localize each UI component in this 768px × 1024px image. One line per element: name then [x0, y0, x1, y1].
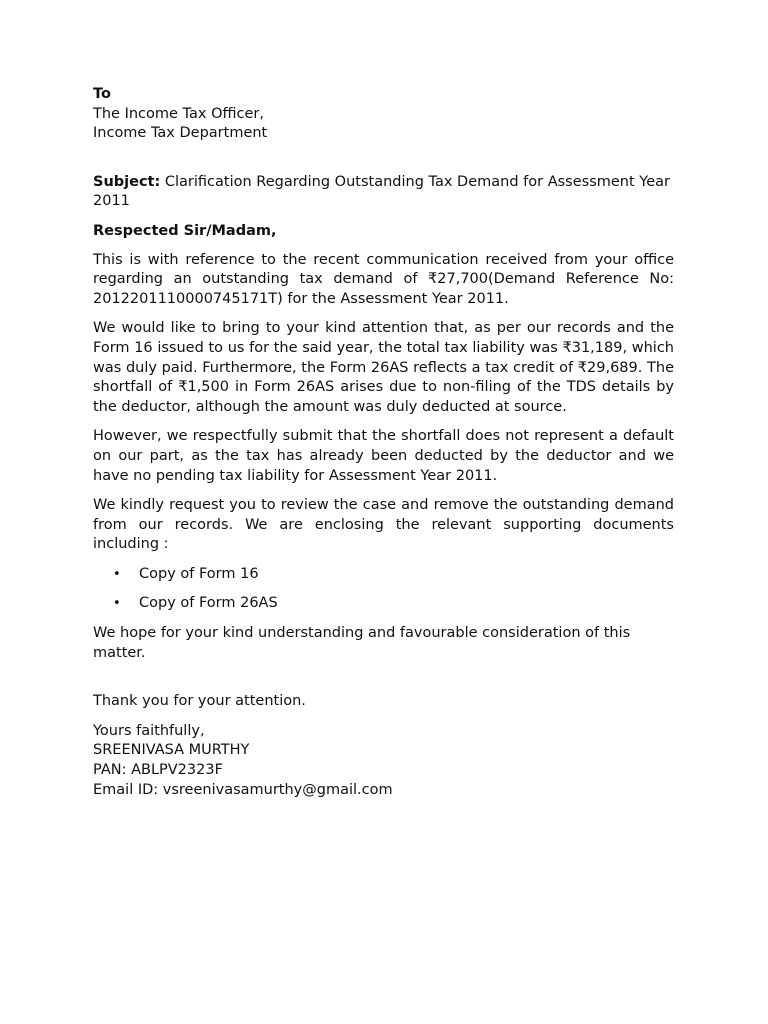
enclosure-label: Copy of Form 16: [139, 565, 259, 582]
signer-pan: PAN: ABLPV2323F: [93, 762, 223, 779]
signer-name: SREENIVASA MURTHY: [93, 742, 250, 759]
subject-text: Clarification Regarding Outstanding Tax Demand for Assessment Year 2011: [93, 173, 670, 210]
recipient-block: [93, 85, 674, 144]
thanks-line: Thank you for your attention.: [93, 693, 306, 710]
recipient-line-2: Income Tax Department: [93, 125, 268, 142]
signature-block: [93, 722, 674, 800]
letter: [93, 85, 674, 800]
to-label: To: [93, 86, 111, 102]
enclosure-label: Copy of Form 26AS: [139, 595, 278, 612]
enclosure-list: [93, 565, 674, 614]
paragraph-request: We kindly request you to review the case and remove the outstanding demand from our records. We are enclosing the relevant supporting documents including :: [93, 497, 674, 553]
paragraph-submission: However, we respectfully submit that the shortfall does not represent a default on our part, as the tax has already been deducted by the deductor and we have no pending tax liability for Assessment Year 2011.: [93, 428, 674, 484]
valediction: Yours faithfully,: [93, 722, 205, 739]
signer-email: Email ID: vsreenivasamurthy@gmail.com: [93, 781, 393, 798]
recipient-line-1: The Income Tax Officer,: [93, 105, 264, 122]
paragraph-tax-details: We would like to bring to your kind attention that, as per our records and the Form 16 issued to us for the said year, the total tax liability was ₹31,189, which was duly paid. Furthermore, the Form 26AS reflects a tax credit of ₹29,689. The shortfall of ₹1,500 in Form 26AS arises due to non-filing of the TDS details by the deductor, although the amount was duly deducted at source.: [93, 320, 674, 415]
list-item: [93, 594, 674, 614]
paragraph-closing: We hope for your kind understanding and favourable consideration of this matter.: [93, 625, 631, 661]
subject-line: [93, 173, 674, 212]
subject-label: Subject:: [93, 173, 161, 190]
bullet-icon: •: [113, 566, 121, 582]
salutation: Respected Sir/Madam,: [93, 222, 277, 239]
list-item: [93, 565, 674, 585]
bullet-icon: •: [113, 596, 121, 612]
paragraph-reference: This is with reference to the recent communication received from your office regarding an outstanding tax demand of ₹27,700(Demand Reference No: 2012201110000745171T) for the Assessment Year 2011.: [93, 251, 674, 307]
